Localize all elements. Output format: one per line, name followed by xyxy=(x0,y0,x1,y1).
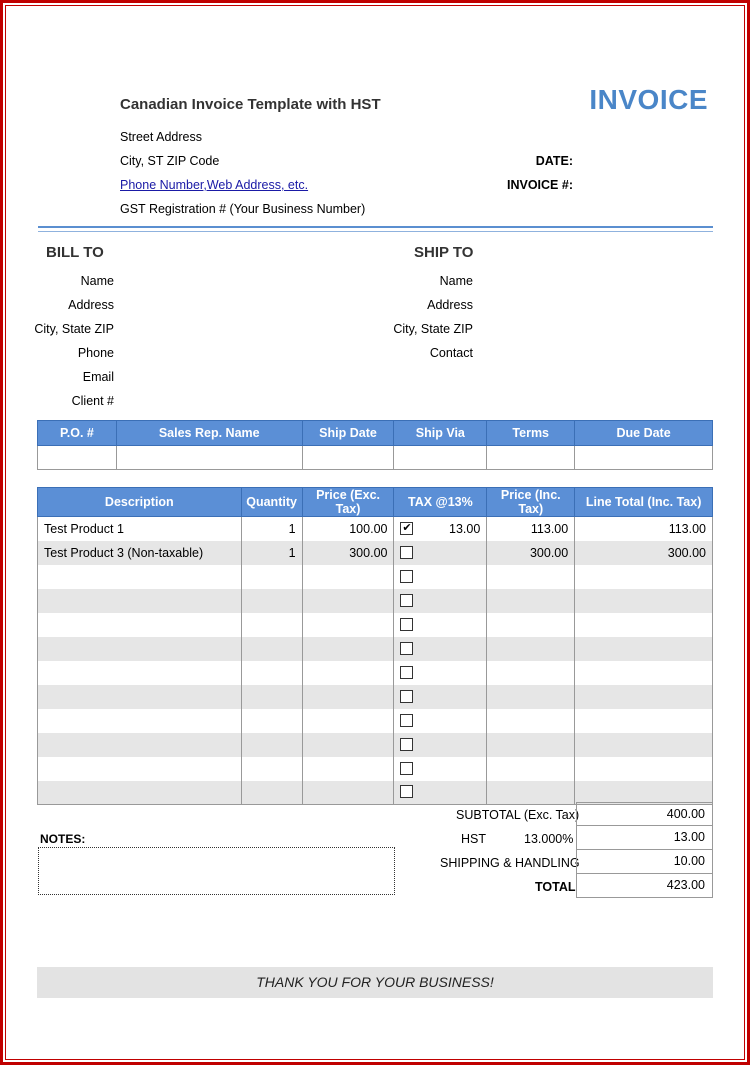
quantity-cell[interactable] xyxy=(241,589,302,613)
ship-date-header: Ship Date xyxy=(302,421,394,446)
taxable-checkbox[interactable] xyxy=(400,738,413,751)
subtotal-label: SUBTOTAL (Exc. Tax) xyxy=(456,808,580,822)
tax-amount: 13.00 xyxy=(449,522,481,536)
line-total-cell xyxy=(575,589,713,613)
subtotal-value: 400.00 xyxy=(576,802,713,826)
hst-rate[interactable]: 13.000% xyxy=(524,832,574,846)
taxable-checkbox[interactable] xyxy=(400,785,413,798)
table-row xyxy=(38,709,713,733)
bill-to-email-label: Email xyxy=(82,370,114,384)
description-cell[interactable] xyxy=(38,709,242,733)
tax-cell xyxy=(394,661,487,685)
gst-registration[interactable]: GST Registration # (Your Business Number) xyxy=(120,202,366,216)
table-row xyxy=(38,565,713,589)
line-total-header: Line Total (Inc. Tax) xyxy=(575,488,713,517)
city-state-zip[interactable]: City, ST ZIP Code xyxy=(120,154,220,168)
price-inc-cell xyxy=(487,709,575,733)
header-divider xyxy=(38,226,713,228)
price-inc-cell xyxy=(487,589,575,613)
line-total-cell xyxy=(575,709,713,733)
table-row xyxy=(38,637,713,661)
price-inc-cell: 300.00 xyxy=(487,541,575,565)
ship-to-contact-label: Contact xyxy=(429,346,473,360)
tax-cell xyxy=(394,757,487,781)
tax-cell xyxy=(394,517,487,541)
bill-to-address-label: Address xyxy=(68,298,114,312)
description-cell[interactable] xyxy=(38,565,242,589)
taxable-checkbox[interactable] xyxy=(400,714,413,727)
quantity-cell[interactable] xyxy=(241,781,302,805)
table-row xyxy=(38,613,713,637)
sales-rep-header: Sales Rep. Name xyxy=(116,421,302,446)
taxable-checkbox[interactable]: ✔ xyxy=(402,521,412,534)
bill-to-heading: BILL TO xyxy=(46,244,104,261)
line-total-cell xyxy=(575,685,713,709)
quantity-cell[interactable] xyxy=(241,709,302,733)
price-inc-cell: 113.00 xyxy=(487,517,575,541)
bill-to-phone-label: Phone xyxy=(77,346,114,360)
price-inc-cell xyxy=(487,757,575,781)
tax-cell xyxy=(394,565,487,589)
description-cell[interactable] xyxy=(38,661,242,685)
total-label: TOTAL xyxy=(535,880,576,894)
description-cell[interactable]: Test Product 3 (Non-taxable) xyxy=(38,541,242,565)
invoice-number-label: INVOICE #: xyxy=(507,178,573,192)
table-row xyxy=(38,757,713,781)
line-total-cell xyxy=(575,757,713,781)
price-inc-cell xyxy=(487,685,575,709)
quantity-header: Quantity xyxy=(241,488,302,517)
tax-cell xyxy=(394,781,487,805)
tax-cell xyxy=(394,685,487,709)
description-cell[interactable] xyxy=(38,757,242,781)
price-exc-cell[interactable] xyxy=(302,709,394,733)
description-cell[interactable] xyxy=(38,637,242,661)
price-inc-cell xyxy=(487,733,575,757)
table-row xyxy=(38,685,713,709)
description-cell[interactable]: Test Product 1 xyxy=(38,517,242,541)
terms-cell[interactable] xyxy=(487,446,575,470)
invoice-title: INVOICE xyxy=(589,84,708,115)
notes-label: NOTES: xyxy=(40,832,86,846)
line-total-cell xyxy=(575,733,713,757)
price-exc-cell[interactable] xyxy=(302,733,394,757)
line-items-table xyxy=(37,487,713,805)
table-row xyxy=(38,781,713,805)
ship-to-heading: SHIP TO xyxy=(414,244,474,261)
line-total-cell xyxy=(575,781,713,805)
line-total-cell xyxy=(575,613,713,637)
taxable-checkbox[interactable] xyxy=(400,618,413,631)
sales-rep-cell[interactable] xyxy=(116,446,302,470)
price-inc-cell xyxy=(487,565,575,589)
taxable-checkbox[interactable] xyxy=(400,666,413,679)
price-exc-cell[interactable] xyxy=(302,637,394,661)
ship-date-cell[interactable] xyxy=(302,446,394,470)
price-exc-header: Price (Exc. Tax) xyxy=(302,488,394,517)
price-exc-cell[interactable]: 100.00 xyxy=(302,517,394,541)
hst-label: HST xyxy=(461,832,486,846)
price-exc-cell[interactable] xyxy=(302,661,394,685)
order-info-table xyxy=(37,420,713,470)
price-inc-cell xyxy=(487,781,575,805)
taxable-checkbox[interactable] xyxy=(400,762,413,775)
price-inc-header: Price (Inc. Tax) xyxy=(487,488,575,517)
tax-cell xyxy=(394,637,487,661)
table-row xyxy=(38,517,713,541)
quantity-cell[interactable] xyxy=(241,757,302,781)
quantity-cell[interactable]: 1 xyxy=(241,517,302,541)
hst-value: 13.00 xyxy=(576,826,713,850)
ship-to-address-label: Address xyxy=(427,298,473,312)
company-name[interactable]: Canadian Invoice Template with HST xyxy=(120,96,381,113)
header-divider-thin xyxy=(38,231,713,232)
table-row xyxy=(38,733,713,757)
line-total-cell xyxy=(575,565,713,589)
description-header: Description xyxy=(38,488,242,517)
due-date-cell[interactable] xyxy=(575,446,713,470)
tax-cell xyxy=(394,541,487,565)
phone-web-link[interactable]: Phone Number,Web Address, etc. xyxy=(120,178,309,192)
street-address[interactable]: Street Address xyxy=(120,130,202,144)
line-total-cell xyxy=(575,637,713,661)
description-cell[interactable] xyxy=(38,613,242,637)
ship-to-city-label: City, State ZIP xyxy=(393,322,473,336)
thank-you-banner: THANK YOU FOR YOUR BUSINESS! xyxy=(37,967,713,998)
bill-to-city-label: City, State ZIP xyxy=(34,322,114,336)
ship-via-header: Ship Via xyxy=(394,421,487,446)
bill-to-client-label: Client # xyxy=(71,394,114,408)
tax-cell xyxy=(394,613,487,637)
price-exc-cell[interactable] xyxy=(302,613,394,637)
date-label: DATE: xyxy=(535,154,573,168)
description-cell[interactable] xyxy=(38,685,242,709)
shipping-value[interactable]: 10.00 xyxy=(576,850,713,874)
bill-to-name-label: Name xyxy=(80,274,114,288)
taxable-checkbox[interactable] xyxy=(400,594,413,607)
price-exc-cell[interactable]: 300.00 xyxy=(302,541,394,565)
quantity-cell[interactable] xyxy=(241,685,302,709)
description-cell[interactable] xyxy=(38,733,242,757)
line-total-cell xyxy=(575,661,713,685)
tax-cell xyxy=(394,733,487,757)
order-info-header-row xyxy=(38,421,713,446)
description-cell[interactable] xyxy=(38,589,242,613)
table-row xyxy=(38,589,713,613)
price-exc-cell[interactable] xyxy=(302,757,394,781)
total-value: 423.00 xyxy=(576,874,713,898)
po-number-cell[interactable] xyxy=(38,446,117,470)
price-exc-cell[interactable] xyxy=(302,685,394,709)
taxable-checkbox[interactable] xyxy=(400,690,413,703)
quantity-cell[interactable] xyxy=(241,661,302,685)
po-number-header: P.O. # xyxy=(38,421,117,446)
tax-header: TAX @13% xyxy=(394,488,487,517)
tax-cell xyxy=(394,589,487,613)
notes-box[interactable] xyxy=(38,847,395,895)
shipping-label: SHIPPING & HANDLING xyxy=(440,856,580,870)
table-row xyxy=(38,541,713,565)
quantity-cell[interactable] xyxy=(241,565,302,589)
price-exc-cell[interactable] xyxy=(302,781,394,805)
line-total-cell: 113.00 xyxy=(575,517,713,541)
items-header-row xyxy=(38,488,713,517)
line-total-cell: 300.00 xyxy=(575,541,713,565)
due-date-header: Due Date xyxy=(575,421,713,446)
terms-header: Terms xyxy=(487,421,575,446)
table-row xyxy=(38,661,713,685)
taxable-checkbox[interactable] xyxy=(400,642,413,655)
ship-via-cell[interactable] xyxy=(394,446,487,470)
price-exc-cell[interactable] xyxy=(302,565,394,589)
quantity-cell[interactable] xyxy=(241,637,302,661)
price-inc-cell xyxy=(487,661,575,685)
description-cell[interactable] xyxy=(38,781,242,805)
price-exc-cell[interactable] xyxy=(302,589,394,613)
ship-to-name-label: Name xyxy=(439,274,473,288)
quantity-cell[interactable] xyxy=(241,613,302,637)
tax-cell xyxy=(394,709,487,733)
taxable-checkbox[interactable] xyxy=(400,570,413,583)
taxable-checkbox[interactable] xyxy=(400,546,413,559)
price-inc-cell xyxy=(487,613,575,637)
quantity-cell[interactable]: 1 xyxy=(241,541,302,565)
price-inc-cell xyxy=(487,637,575,661)
order-info-row xyxy=(38,446,713,470)
quantity-cell[interactable] xyxy=(241,733,302,757)
